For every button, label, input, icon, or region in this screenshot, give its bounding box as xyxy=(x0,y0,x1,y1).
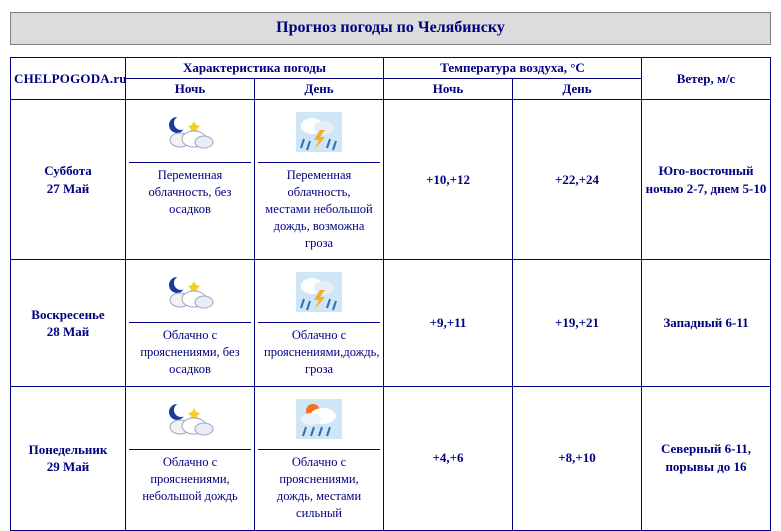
subheader-temp-day: День xyxy=(513,79,642,100)
cloudy-night-icon xyxy=(164,389,216,449)
day-name: Суббота xyxy=(44,163,92,179)
subheader-temp-night: Ночь xyxy=(384,79,513,100)
night-condition-text: Переменная облачность, без осадков xyxy=(129,162,251,257)
day-date: 27 Май xyxy=(46,180,90,196)
row-day-label xyxy=(11,260,126,387)
cloud-sun-rain-icon xyxy=(296,389,342,449)
cloudy-night-icon xyxy=(164,262,216,322)
cloudy-night-icon xyxy=(164,102,216,162)
day-date: 28 Май xyxy=(46,324,90,340)
day-condition-cell xyxy=(255,387,384,531)
table-row xyxy=(11,100,771,260)
wind-value: Юго-восточный ночью 2-7, днем 5-10 xyxy=(642,100,771,260)
forecast-table xyxy=(10,57,771,531)
site-logo: CHELPOGODA.ru xyxy=(11,58,126,100)
row-day-label xyxy=(11,387,126,531)
subheader-condition-night: Ночь xyxy=(126,79,255,100)
night-condition-cell xyxy=(126,387,255,531)
day-condition-cell xyxy=(255,260,384,387)
wind-value: Северный 6-11, порывы до 16 xyxy=(642,387,771,531)
table-row xyxy=(11,260,771,387)
header-wind: Ветер, м/с xyxy=(642,58,771,100)
cloud-rain-thunder-icon xyxy=(296,102,342,162)
wind-value: Западный 6-11 xyxy=(642,260,771,387)
day-name: Понедельник xyxy=(28,441,108,457)
day-temperature: +22,+24 xyxy=(513,100,642,260)
night-temperature: +9,+11 xyxy=(384,260,513,387)
day-name: Воскресенье xyxy=(31,306,105,322)
row-day-label xyxy=(11,100,126,260)
cloud-rain-thunder-icon xyxy=(296,262,342,322)
day-temperature: +19,+21 xyxy=(513,260,642,387)
day-temperature: +8,+10 xyxy=(513,387,642,531)
table-header-row-1 xyxy=(11,58,771,79)
page-title: Прогноз погоды по Челябинску xyxy=(10,12,771,45)
night-condition-text: Облачно с прояснениями, небольшой дождь xyxy=(129,449,251,528)
night-temperature: +4,+6 xyxy=(384,387,513,531)
day-condition-text: Переменная облачность, местами небольшой дождь, возможна гроза xyxy=(258,162,380,257)
table-row xyxy=(11,387,771,531)
day-date: 29 Май xyxy=(46,459,90,475)
day-condition-text: Облачно с прояснениями,дождь, гроза xyxy=(258,322,380,384)
subheader-condition-day: День xyxy=(255,79,384,100)
day-condition-cell xyxy=(255,100,384,260)
night-condition-cell xyxy=(126,260,255,387)
night-condition-text: Облачно с прояснениями, без осадков xyxy=(129,322,251,384)
night-temperature: +10,+12 xyxy=(384,100,513,260)
header-temperature: Температура воздуха, °С xyxy=(384,58,642,79)
day-condition-text: Облачно с прояснениями, дождь, местами сильный xyxy=(258,449,380,528)
night-condition-cell xyxy=(126,100,255,260)
header-condition: Характеристика погоды xyxy=(126,58,384,79)
